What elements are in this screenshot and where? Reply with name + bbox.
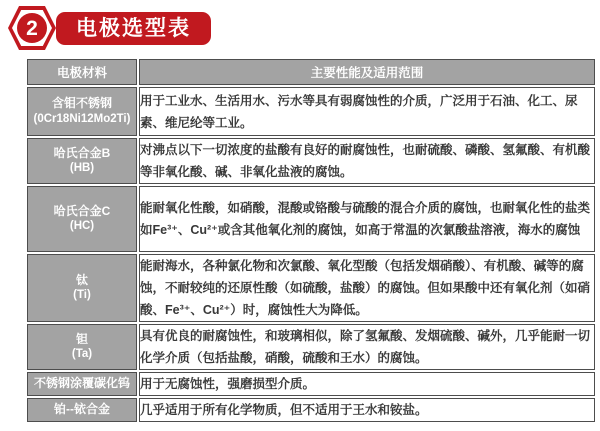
material-cell [27, 186, 137, 252]
column-header-performance: 主要性能及适用范围 [139, 59, 595, 85]
material-name: 钛 [75, 272, 88, 287]
material-code: (Ta) [71, 348, 93, 361]
electrode-selection-table [25, 57, 597, 424]
table-row [27, 87, 595, 136]
section-number: 2 [17, 13, 47, 43]
material-code: (0Cr18Ni12Mo2Ti) [33, 112, 131, 125]
description-cell: 几乎适用于所有化学物质，但不适用于王水和铵盐。 [139, 398, 595, 422]
material-name: 钽 [75, 331, 88, 346]
material-code: (Ti) [73, 289, 91, 302]
description-cell: 能耐氧化性酸，如硝酸，混酸或铬酸与硫酸的混合介质的腐蚀，也耐氧化性的盐类如Fe³⁺、Cu²⁺或含其他氧化剂的腐蚀，如高于常温的次氯酸盐溶液，海水的腐蚀 [139, 186, 595, 252]
material-name: 不锈钢涂覆碳化钨 [33, 376, 130, 391]
material-code: (HB) [69, 162, 95, 175]
description-cell: 能耐海水，各种氯化物和次氯酸、氧化型酸（包括发烟硝酸）、有机酸、碱等的腐蚀，不耐较纯的还原性酸（如硫酸，盐酸）的腐蚀。但如果酸中还有氧化剂（如硝酸、Fe³⁺、Cu²⁺）时，腐蚀性大为降低。 [139, 254, 595, 322]
table-row [27, 186, 595, 252]
column-header-material: 电极材料 [27, 59, 137, 85]
material-code: (HC) [69, 220, 95, 233]
material-name: 含钼不锈钢 [51, 96, 112, 111]
material-name: 铂--铱合金 [54, 402, 110, 417]
description-cell: 具有优良的耐腐蚀性，和玻璃相似，除了氢氟酸、发烟硫酸、碱外，几乎能耐一切化学介质（包括盐酸，硝酸，硫酸和王水）的腐蚀。 [139, 324, 595, 370]
table-row [27, 398, 595, 422]
material-cell [27, 372, 137, 396]
material-name: 哈氏合金C [53, 203, 111, 218]
material-cell [27, 138, 137, 184]
table-header-row [27, 59, 595, 85]
page-header [0, 0, 600, 56]
material-cell [27, 324, 137, 370]
material-cell [27, 398, 137, 422]
table-row [27, 324, 595, 370]
page-title: 电极选型表 [56, 12, 211, 45]
material-cell [27, 254, 137, 322]
description-cell: 对沸点以下一切浓度的盐酸有良好的耐腐蚀性，也耐硫酸、磷酸、氢氟酸、有机酸等非氧化酸、碱、非氧化盐液的腐蚀。 [139, 138, 595, 184]
table-row [27, 254, 595, 322]
material-cell [27, 87, 137, 136]
section-number-badge [8, 6, 56, 50]
description-cell: 用于工业水、生活用水、污水等具有弱腐蚀性的介质，广泛用于石油、化工、尿素、维尼纶等工业。 [139, 87, 595, 136]
table-row [27, 138, 595, 184]
description-cell: 用于无腐蚀性，强磨损型介质。 [139, 372, 595, 396]
material-name: 哈氏合金B [53, 145, 111, 160]
table-row [27, 372, 595, 396]
